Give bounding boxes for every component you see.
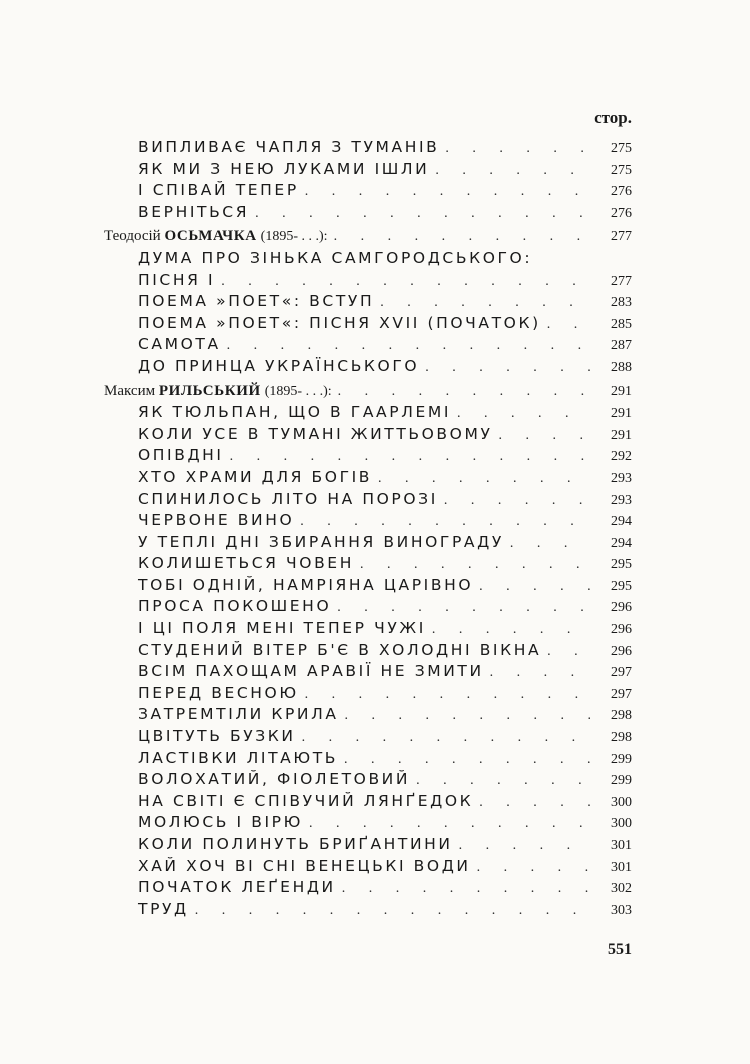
toc-page-number: 291 [611,383,632,399]
toc-page-number: 294 [611,514,632,530]
toc-page-number: 295 [611,578,632,594]
toc-poem-entry [104,812,632,834]
toc-poem-entry [104,834,632,856]
toc-page-number: 296 [611,600,632,616]
toc-page-number: 297 [611,686,632,702]
toc-poem-entry [104,291,632,313]
toc-page-number: 301 [611,838,632,853]
toc-page-number: 295 [611,557,632,573]
poem-title: ПІСНЯ I [138,270,216,289]
toc-poem-entry [104,726,632,748]
toc-poem-entry [104,640,632,662]
dot-leader [378,468,590,490]
dot-leader [425,357,590,379]
toc-page-number: 299 [611,751,632,767]
dot-leader [345,705,590,727]
toc-poem-entry [104,424,632,446]
poem-title: ЧЕРВОНЕ ВИНО [138,511,295,530]
toc-page-number: 294 [611,535,632,551]
toc-page-number: 299 [611,773,632,789]
dot-leader [444,490,590,512]
poem-title: ЯК МИ З НЕЮ ЛУКАМИ ІШЛИ [138,159,430,178]
poem-title: ЛАСТІВКИ ЛІТАЮТЬ [138,748,339,767]
toc-page-number: 301 [611,859,632,875]
toc-poem-entry [104,661,632,683]
toc-poem-entry [104,575,632,597]
toc-poem-entry [104,402,632,424]
toc-poem-entry [104,532,632,554]
toc-page-number: 296 [611,622,632,638]
toc-page-number: 300 [611,816,632,832]
toc-author-entry [104,381,632,403]
dot-leader [221,271,590,293]
toc-page-number: 276 [611,184,632,200]
poem-title: ВСІМ ПАХОЩАМ АРАВІЇ НЕ ЗМИТИ [138,662,484,681]
dot-leader [337,597,590,619]
dot-leader [305,181,590,203]
dot-leader [445,138,590,160]
toc-poem-entry [104,159,632,181]
toc-page-number: 300 [611,794,632,810]
toc-page-number: 275 [611,141,632,156]
poem-title: ХТО ХРАМИ ДЛЯ БОГІВ [138,467,373,486]
toc-poem-entry [104,553,632,575]
toc-poem-entry [104,467,632,489]
dot-leader [230,446,590,468]
dot-leader [309,813,590,835]
toc-poem-entry [104,899,632,921]
poem-title: ДУМА ПРО ЗІНЬКА САМГОРОДСЬКОГО: [138,248,533,267]
table-of-contents [104,137,632,920]
toc-poem-entry [104,596,632,618]
poem-title: ВОЛОХАТИЙ, ФІОЛЕТОВИЙ [138,770,411,789]
toc-page-number: 298 [611,708,632,724]
poem-title: ДО ПРИНЦА УКРАЇНСЬКОГО [138,356,420,375]
dot-leader [457,403,590,425]
toc-page-number: 283 [611,295,632,311]
dot-leader [490,662,590,684]
dot-leader [435,160,590,182]
dot-leader [547,641,590,663]
poem-title: ВИПЛИВАЄ ЧАПЛЯ З ТУМАНІВ [138,138,440,156]
dot-leader [510,533,590,555]
dot-leader [300,511,590,533]
toc-poem-entry [104,791,632,813]
poem-title: І ЦІ ПОЛЯ МЕНІ ТЕПЕР ЧУЖІ [138,619,426,638]
dot-leader [195,900,590,922]
poem-title: ЗАТРЕМТІЛИ КРИЛА [138,705,339,724]
poem-title: КОЛИШЕТЬСЯ ЧОВЕН [138,554,354,573]
author-heading [104,381,332,403]
toc-page-number: 292 [611,449,632,465]
poem-title: І СПІВАЙ ТЕПЕР [138,181,299,200]
dot-leader [547,314,590,336]
dot-leader [432,619,590,641]
dot-leader [360,554,590,576]
poem-title: ОПІВДНІ [138,446,224,465]
toc-poem-entry [104,856,632,878]
toc-poem-entry [104,270,632,292]
toc-poem-entry [104,489,632,511]
dot-leader [416,770,590,792]
toc-page-number: 287 [611,338,632,354]
toc-page-number: 277 [611,273,632,289]
toc-page-number: 293 [611,470,632,486]
author-years: (1895- . . .): [264,383,332,399]
poem-title: ХАЙ ХОЧ ВІ СНІ ВЕНЕЦЬКІ ВОДИ [138,856,471,875]
page-column-header: стор. [594,108,632,127]
poem-title: СПИНИЛОСЬ ЛІТО НА ПОРОЗІ [138,489,438,508]
toc-page-number: 288 [611,359,632,375]
author-heading [104,226,328,248]
toc-poem-entry [104,334,632,356]
author-years: (1895- . . .): [260,229,328,245]
dot-leader [227,335,590,357]
poem-title: СТУДЕНИЙ ВІТЕР Б'Є В ХОЛОДНІ ВІКНА [138,640,542,659]
toc-page-number: 298 [611,730,632,746]
poem-title: ПОЕМА »ПОЕТ«: ПІСНЯ XVII (ПОЧАТОК) [138,313,541,332]
dot-leader [342,878,590,900]
toc-poem-entry [104,180,632,202]
toc-author-entry [104,226,632,248]
dot-leader [344,749,590,771]
dot-leader [380,292,590,314]
toc-poem-entry [104,202,632,224]
poem-title: КОЛИ ПОЛИНУТЬ БРИҐАНТИНИ [138,835,453,853]
poem-title: ТРУД [138,899,189,918]
poem-title: САМОТА [138,335,221,354]
dot-leader [334,226,590,248]
dot-leader [338,381,590,403]
poem-title: ВЕРНІТЬСЯ [138,202,250,221]
toc-poem-entry [104,137,632,159]
toc-poem-entry [104,445,632,467]
author-first-name: Максим [104,382,156,399]
toc-page-number: 297 [611,665,632,681]
toc-poem-entry [104,748,632,770]
toc-page-number: 296 [611,643,632,659]
toc-poem-entry [104,769,632,791]
toc-poem-entry [104,683,632,705]
toc-page-number: 276 [611,205,632,221]
poem-title: ТОБІ ОДНІЙ, НАМРІЯНА ЦАРІВНО [138,575,474,594]
toc-page-number: 302 [611,881,632,897]
poem-title: НА СВІТІ Є СПІВУЧИЙ ЛЯНҐЕДОК [138,791,474,810]
toc-page-number: 291 [611,406,632,422]
toc-poem-entry [104,313,632,335]
toc-poem-entry [104,704,632,726]
toc-page-number: 277 [611,229,632,245]
toc-page-number: 275 [611,162,632,178]
dot-leader [459,835,590,857]
dot-leader [255,203,590,225]
poem-title: ПРОСА ПОКОШЕНО [138,597,332,616]
toc-poem-entry [104,510,632,532]
toc-poem-entry [104,618,632,640]
dot-leader [477,857,590,879]
toc-page-number: 291 [611,427,632,443]
poem-title: ПОЧАТОК ЛЕҐЕНДИ [138,878,336,897]
poem-title: МОЛЮСЬ І ВІРЮ [138,813,303,832]
dot-leader [479,792,590,814]
poem-title: У ТЕПЛІ ДНІ ЗБИРАННЯ ВИНОГРАДУ [138,532,504,551]
toc-poem-entry [104,356,632,378]
poem-title: ПЕРЕД ВЕСНОЮ [138,683,299,702]
page-number: 551 [608,941,632,958]
toc-page-number: 303 [611,902,632,918]
toc-poem-entry [104,877,632,899]
toc-page-number: 293 [611,492,632,508]
toc-poem-entry [104,248,632,270]
dot-leader [499,425,591,447]
poem-title: ЯК ТЮЛЬПАН, ЩО В ГААРЛЕМІ [138,403,451,422]
dot-leader [479,576,590,598]
poem-title: КОЛИ УСЕ В ТУМАНІ ЖИТТЬОВОМУ [138,424,493,443]
toc-page-number: 285 [611,316,632,332]
author-surname: ОСЬМАЧКА [164,228,257,245]
author-surname: РИЛЬСЬКИЙ [158,382,261,399]
dot-leader [302,727,590,749]
poem-title: ЦВІТУТЬ БУЗКИ [138,727,296,746]
poem-title: ПОЕМА »ПОЕТ«: ВСТУП [138,292,375,311]
dot-leader [305,684,590,706]
author-first-name: Теодосій [104,228,161,245]
